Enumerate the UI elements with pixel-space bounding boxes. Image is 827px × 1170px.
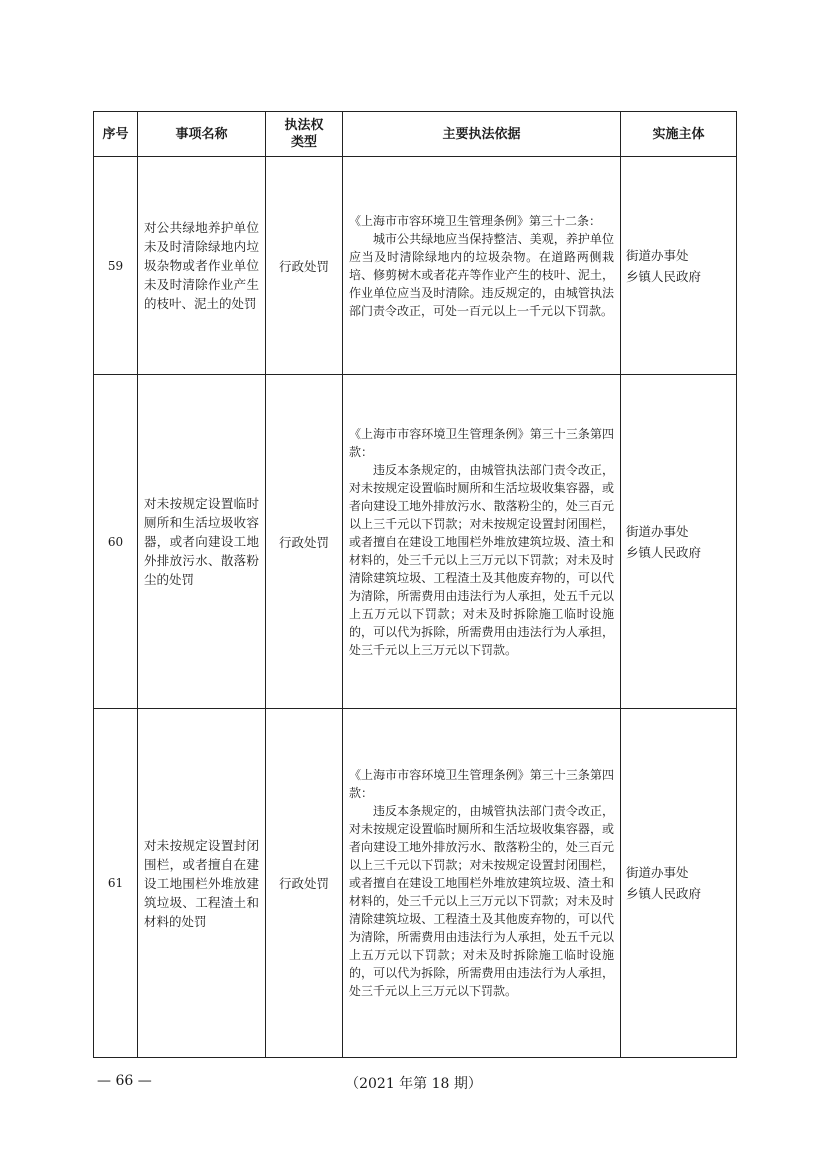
basis-text: 违反本条规定的，由城管执法部门责令改正，对未按规定设置临时厕所和生活垃圾收集容器，或者向建设工地外排放污水、散落粉尘的，处三百元以上三千元以下罚款；对未按规定设置封闭围栏，或者擅自在建设工地围栏外堆放建筑垃圾、渣土和材料的，处三千元以上三万元以下罚款；对未及时清除建筑垃圾、工程渣土及其他废弃物的，可以代为清除，所需费用由违法行为人承担，处五千元以上五万元以下罚款；对未及时拆除施工临时设施的，可以代为拆除，所需费用由违法行为人承担，处三千元以上三万元以下罚款。 — [349, 804, 614, 998]
basis-text: 违反本条规定的，由城管执法部门责令改正，对未按规定设置临时厕所和生活垃圾收集容器，或者向建设工地外排放污水、散落粉尘的，处三百元以上三千元以下罚款；对未按规定设置封闭围栏，或者擅自在建设工地围栏外堆放建筑垃圾、渣土和材料的，处三千元以上三万元以下罚款；对未及时清除建筑垃圾、工程渣土及其他废弃物的，可以代为清除，所需费用由违法行为人承担，处五千元以上五万元以下罚款；对未及时拆除施工临时设施的，可以代为拆除，所需费用由违法行为人承担，处三千元以上三万元以下罚款。 — [349, 462, 614, 657]
header-body: 实施主体 — [621, 112, 737, 157]
row-name: 对未按规定设置临时厕所和生活垃圾收容器，或者向建设工地外排放污水、散落粉尘的处罚 — [138, 375, 266, 709]
row-name: 对公共绿地养护单位未及时清除绿地内垃圾杂物或者作业单位未及时清除作业产生的枝叶、泥土的处罚 — [138, 157, 266, 375]
row-body — [621, 709, 737, 1058]
table-row — [94, 375, 737, 709]
enforcement-table — [93, 111, 737, 1058]
issue-label: （2021 年第 18 期） — [345, 1076, 482, 1092]
row-no: 61 — [94, 709, 138, 1058]
basis-title: 《上海市市容环境卫生管理条例》第三十二条： — [349, 213, 602, 228]
body-line2: 乡镇人民政府 — [626, 886, 702, 901]
table-header-row — [94, 112, 737, 157]
basis-title: 《上海市市容环境卫生管理条例》第三十三条第四款： — [349, 426, 614, 459]
table-row — [94, 157, 737, 375]
row-type: 行政处罚 — [266, 709, 343, 1058]
row-no: 60 — [94, 375, 138, 709]
body-line1: 街道办事处 — [626, 247, 689, 263]
row-no: 59 — [94, 157, 138, 375]
basis-title: 《上海市市容环境卫生管理条例》第三十三条第四款： — [349, 768, 614, 800]
header-type-line1: 执法权 — [284, 118, 324, 133]
header-no: 序号 — [94, 112, 138, 157]
row-body — [621, 375, 737, 709]
body-line2: 乡镇人民政府 — [626, 544, 702, 560]
table-row — [94, 709, 737, 1058]
header-type — [266, 112, 343, 157]
row-type: 行政处罚 — [266, 375, 343, 709]
body-line1: 街道办事处 — [626, 865, 689, 880]
row-basis — [343, 709, 621, 1058]
row-name: 对未按规定设置封闭围栏，或者擅自在建设工地围栏外堆放建筑垃圾、工程渣土和材料的处罚 — [138, 709, 266, 1058]
basis-text: 城市公共绿地应当保持整洁、美观，养护单位应当及时清除绿地内的垃圾杂物。在道路两侧栽培、修剪树木或者花卉等作业产生的枝叶、泥土，作业单位应当及时清除。违反规定的，由城管执法部门责令改正，可处一百元以上一千元以下罚款。 — [349, 231, 614, 318]
header-type-line2: 类型 — [290, 135, 317, 150]
row-basis — [343, 375, 621, 709]
header-basis: 主要执法依据 — [343, 112, 621, 157]
header-name: 事项名称 — [138, 112, 266, 157]
row-type: 行政处罚 — [266, 157, 343, 375]
row-basis — [343, 157, 621, 375]
body-line2: 乡镇人民政府 — [626, 268, 702, 284]
row-body — [621, 157, 737, 375]
page-number: — 66 — — [97, 1073, 152, 1089]
body-line1: 街道办事处 — [626, 523, 689, 539]
